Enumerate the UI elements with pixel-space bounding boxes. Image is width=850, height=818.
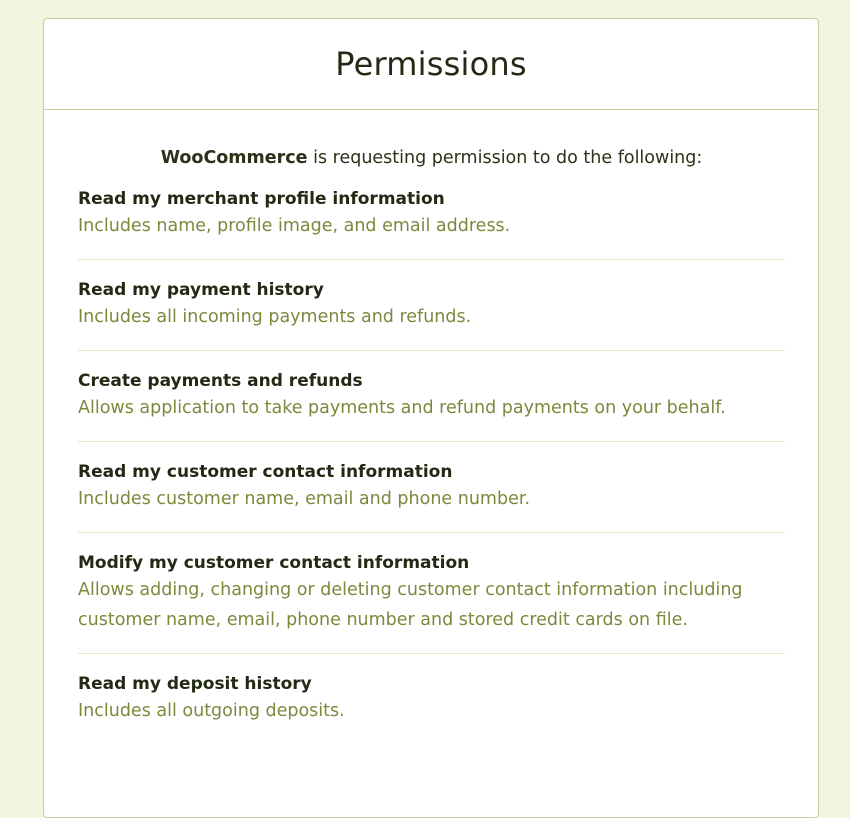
permission-item (78, 260, 785, 351)
permission-description: Allows application to take payments and refund payments on your behalf. (78, 398, 726, 418)
dialog-header (44, 19, 818, 110)
permissions-dialog (43, 18, 819, 818)
dialog-body (44, 146, 818, 744)
permission-title: Read my payment history (78, 280, 324, 300)
app-name: WooCommerce (160, 148, 308, 168)
permission-item (78, 170, 785, 260)
permission-item (78, 654, 785, 744)
permission-title: Modify my customer contact information (78, 553, 470, 573)
permission-title: Read my customer contact information (78, 462, 453, 482)
permission-title: Create payments and refunds (78, 371, 363, 391)
permission-item (78, 351, 785, 442)
permission-title: Read my deposit history (78, 674, 312, 694)
permission-item (78, 442, 785, 533)
permission-description: Includes all outgoing deposits. (78, 701, 345, 721)
permission-list (78, 170, 785, 744)
permission-description: Includes name, profile image, and email address. (78, 216, 511, 236)
page-title: Permissions (335, 45, 527, 83)
permission-item (78, 533, 785, 654)
permission-description: Includes all incoming payments and refunds. (78, 307, 472, 327)
permission-title: Read my merchant profile information (78, 189, 445, 209)
intro-text: is requesting permission to do the following: (307, 148, 703, 168)
permission-request-intro (78, 146, 785, 170)
permission-description: Allows adding, changing or deleting customer contact information including customer name, email, phone number and stored credit cards on file. (78, 580, 743, 630)
permission-description: Includes customer name, email and phone number. (78, 489, 531, 509)
